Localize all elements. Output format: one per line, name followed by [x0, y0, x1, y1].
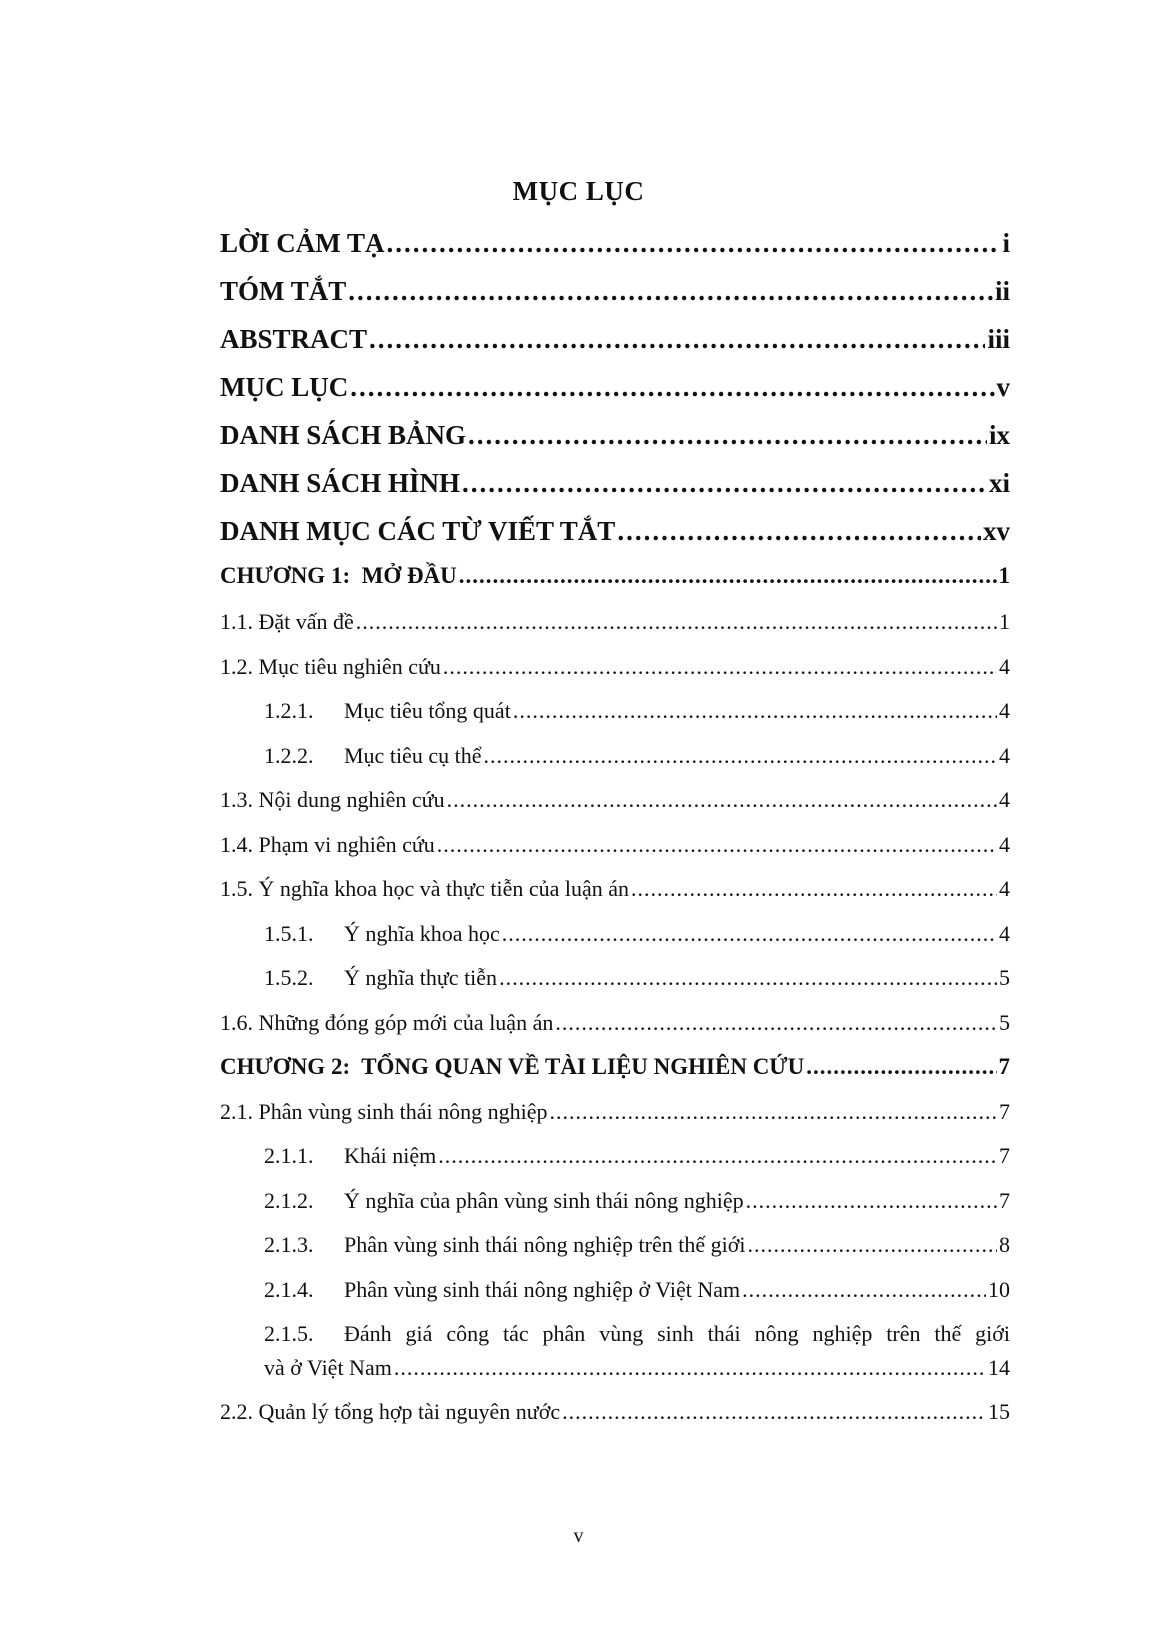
- toc-entry-page: 4: [999, 698, 1010, 723]
- toc-entry-page: 8: [999, 1232, 1010, 1257]
- toc-entry-page: 4: [999, 743, 1010, 768]
- toc-entry-text: 1.6. Những đóng góp mới của luận án: [220, 1010, 554, 1035]
- toc-entry-page: 10: [988, 1277, 1010, 1302]
- leader-dots: [631, 876, 997, 902]
- toc-entry-1-6[interactable]: [220, 1010, 1010, 1036]
- toc-entry-1-5-1[interactable]: [220, 921, 1010, 947]
- toc-entry-number: 1.5.2.: [264, 965, 314, 990]
- toc-entry-text: CHƯƠNG 1: MỞ ĐẦU: [220, 563, 457, 588]
- toc-entry-page: 4: [999, 921, 1010, 946]
- toc-entry-text: Mục tiêu tổng quát: [344, 698, 511, 723]
- toc-entry-number: 1.2.2.: [264, 743, 314, 768]
- toc-entry-1-2-1[interactable]: [220, 698, 1010, 724]
- toc-entry-2-1-5-line1[interactable]: [264, 1321, 1010, 1347]
- toc-entry-text: Ý nghĩa của phân vùng sinh thái nông nghiệp: [344, 1188, 744, 1213]
- page-number: v: [573, 1525, 584, 1547]
- leader-dots: [350, 372, 994, 403]
- toc-entry-abbreviations[interactable]: [220, 516, 1010, 547]
- page-title: MỤC LỤC: [512, 176, 645, 206]
- toc-entry-text: 1.4. Phạm vi nghiên cứu: [220, 832, 435, 857]
- toc-entry-2-1-5-line2[interactable]: [264, 1355, 1010, 1381]
- toc-entry-number: 2.1.2.: [264, 1188, 314, 1213]
- leader-dots: [468, 420, 987, 451]
- toc-entry-text: Khái niệm: [344, 1143, 437, 1168]
- toc-entry-text: và ở Việt Nam: [264, 1355, 392, 1380]
- leader-dots: [483, 743, 997, 769]
- leader-dots: [550, 1099, 997, 1125]
- toc-entry-1-4[interactable]: [220, 832, 1010, 858]
- toc-entry-chapter-2[interactable]: [220, 1054, 1010, 1080]
- toc-entry-page: 4: [999, 832, 1010, 857]
- toc-entry-page: 1: [999, 609, 1010, 634]
- leader-dots: [356, 609, 997, 635]
- toc-entry-number: 1.2.1.: [264, 698, 314, 723]
- toc-entry-text: Ý nghĩa thực tiễn: [344, 965, 498, 990]
- toc-entry-list-of-tables[interactable]: [220, 420, 1010, 451]
- toc-entry-chapter-1[interactable]: [220, 563, 1010, 589]
- toc-entry-text: 2.1. Phân vùng sinh thái nông nghiệp: [220, 1099, 548, 1124]
- toc-entry-text: 1.1. Đặt vấn đề: [220, 609, 354, 634]
- toc-entry-page: 1: [998, 563, 1010, 588]
- toc-entry-summary[interactable]: [220, 276, 1010, 307]
- toc-entry-text: Mục tiêu cụ thể: [344, 743, 482, 768]
- toc-entry-text: DANH SÁCH BẢNG: [220, 420, 467, 450]
- toc-entry-text: 1.5. Ý nghĩa khoa học và thực tiễn của luận án: [220, 876, 630, 901]
- toc-entry-page: 14: [988, 1355, 1010, 1380]
- leader-dots: [459, 563, 997, 589]
- toc-entry-text: 2.2. Quản lý tổng hợp tài nguyên nước: [220, 1399, 561, 1424]
- toc-entry-page: i: [1002, 228, 1010, 258]
- leader-dots: [617, 516, 981, 547]
- toc-entry-page: 4: [999, 876, 1010, 901]
- leader-dots: [499, 965, 997, 991]
- toc-entry-page: 7: [999, 1099, 1010, 1124]
- leader-dots: [369, 324, 985, 355]
- toc-entry-2-1-4[interactable]: [220, 1277, 1010, 1303]
- toc-entry-text: Đánh giá công tác phân vùng sinh thái nông nghiệp trên thế giới: [344, 1321, 1010, 1346]
- leader-dots: [438, 1143, 997, 1169]
- toc-entry-text: Phân vùng sinh thái nông nghiệp trên thế giới: [344, 1232, 746, 1257]
- toc-entry-2-1-2[interactable]: [220, 1188, 1010, 1214]
- toc-entry-text: DANH SÁCH HÌNH: [220, 468, 461, 498]
- toc-entry-1-2[interactable]: [220, 654, 1010, 680]
- leader-dots: [447, 787, 997, 813]
- toc-entry-page: 4: [999, 654, 1010, 679]
- leader-dots: [462, 468, 987, 499]
- toc-entry-page: xv: [983, 516, 1010, 546]
- leader-dots: [746, 1188, 997, 1214]
- toc-entry-2-1-3[interactable]: [220, 1232, 1010, 1258]
- toc-entry-1-2-2[interactable]: [220, 743, 1010, 769]
- toc-entry-1-5-2[interactable]: [220, 965, 1010, 991]
- leader-dots: [747, 1232, 997, 1258]
- toc-entry-text: 1.3. Nội dung nghiên cứu: [220, 787, 445, 812]
- toc-entry-page: xi: [988, 468, 1010, 498]
- toc-entry-page: ix: [988, 420, 1010, 450]
- toc-entry-number: 2.1.4.: [264, 1277, 314, 1302]
- toc-entry-contents[interactable]: [220, 372, 1010, 403]
- toc-entry-page: 7: [999, 1143, 1010, 1168]
- toc-entry-page: 7: [999, 1188, 1010, 1213]
- toc-entry-acknowledgements[interactable]: [220, 228, 1010, 259]
- leader-dots: [806, 1054, 996, 1080]
- toc-entry-text: TÓM TẮT: [220, 276, 347, 306]
- toc-entry-text: MỤC LỤC: [220, 372, 349, 402]
- toc-entry-page: v: [996, 372, 1010, 402]
- toc-entry-2-2[interactable]: [220, 1399, 1010, 1425]
- toc-entry-number: 2.1.3.: [264, 1232, 314, 1257]
- toc-entry-page: 7: [998, 1054, 1010, 1079]
- toc-entry-number: 2.1.1.: [264, 1143, 314, 1168]
- toc-entry-number: 1.5.1.: [264, 921, 314, 946]
- toc-entry-1-5[interactable]: [220, 876, 1010, 902]
- toc-entry-text: LỜI CẢM TẠ: [220, 228, 385, 258]
- toc-entry-text: Phân vùng sinh thái nông nghiệp ở Việt Nam: [344, 1277, 741, 1302]
- toc-entry-page: ii: [994, 276, 1010, 306]
- leader-dots: [437, 832, 997, 858]
- leader-dots: [348, 276, 993, 307]
- toc-entry-text: ABSTRACT: [220, 324, 368, 354]
- leader-dots: [562, 1399, 986, 1425]
- leader-dots: [394, 1355, 986, 1381]
- toc-entry-list-of-figures[interactable]: [220, 468, 1010, 499]
- leader-dots: [443, 654, 997, 680]
- toc-entry-text: 1.2. Mục tiêu nghiên cứu: [220, 654, 441, 679]
- toc-entry-page: iii: [987, 324, 1010, 354]
- toc-entry-number: 2.1.5.: [264, 1321, 314, 1346]
- leader-dots: [742, 1277, 986, 1303]
- toc-entry-page: 5: [999, 1010, 1010, 1035]
- toc-entry-2-1[interactable]: [220, 1099, 1010, 1125]
- toc-entry-page: 5: [999, 965, 1010, 990]
- toc-entry-1-3[interactable]: [220, 787, 1010, 813]
- leader-dots: [513, 698, 997, 724]
- toc-entry-text: Ý nghĩa khoa học: [344, 921, 500, 946]
- toc-entry-1-1[interactable]: [220, 609, 1010, 635]
- toc-entry-2-1-1[interactable]: [220, 1143, 1010, 1169]
- leader-dots: [387, 228, 1001, 259]
- toc-entry-page: 4: [999, 787, 1010, 812]
- leader-dots: [502, 921, 997, 947]
- toc-entry-page: 15: [988, 1399, 1010, 1424]
- toc-entry-abstract[interactable]: [220, 324, 1010, 355]
- toc-entry-text: DANH MỤC CÁC TỪ VIẾT TẮT: [220, 516, 616, 546]
- toc-entry-text: CHƯƠNG 2: TỔNG QUAN VỀ TÀI LIỆU NGHIÊN CỨU: [220, 1054, 805, 1079]
- leader-dots: [555, 1010, 997, 1036]
